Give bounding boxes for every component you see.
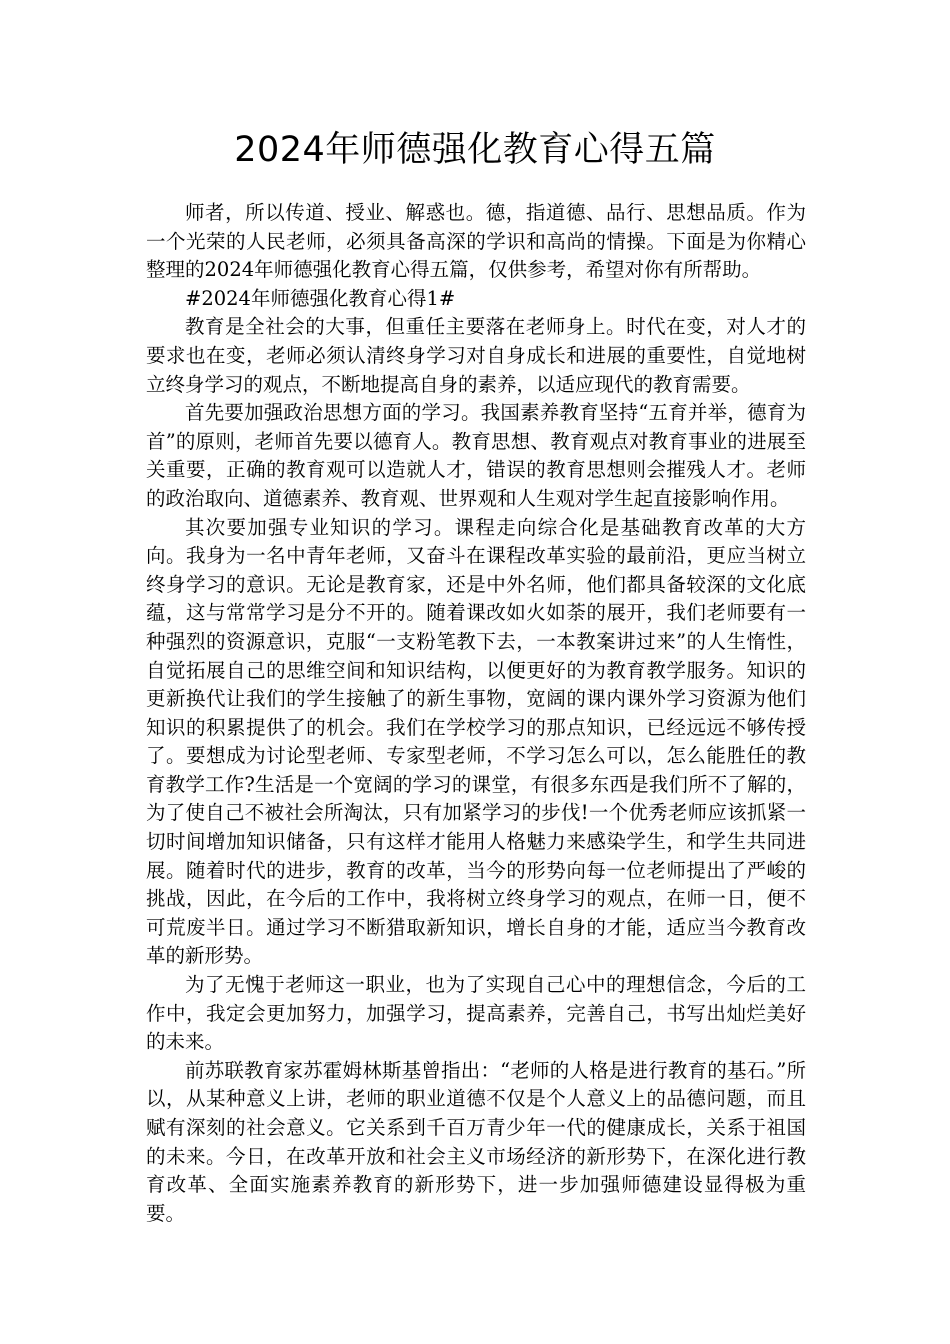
body-paragraph-4: 为了无愧于老师这一职业，也为了实现自己心中的理想信念，今后的工作中，我定会更加努力，加强学习，提高素养，完善自己，书写出灿烂美好的未来。 [146, 973, 806, 1054]
section-heading: #2024年师德强化教育心得1# [185, 286, 456, 310]
body-paragraph-2: 首先要加强政治思想方面的学习。我国素养教育坚持“五育并举，德育为首”的原则，老师首先要以德育人。教育思想、教育观点对教育事业的进展至关重要，正确的教育观可以造就人才，错误的教育思想则会摧残人才。老师的政治取向、道德素养、教育观、世界观和人生观对学生起直接影响作用。 [146, 401, 806, 510]
body-paragraph-1: 教育是全社会的大事，但重任主要落在老师身上。时代在变，对人才的要求也在变，老师必须认清终身学习对自身成长和进展的重要性，自觉地树立终身学习的观点，不断地提高自身的素养，以适应现代的教育需要。 [146, 315, 806, 396]
document-title: 2024年师德强化教育心得五篇 [234, 130, 716, 170]
body-paragraph-5: 前苏联教育家苏霍姆林斯基曾指出：“老师的人格是进行教育的基石。”所以，从某种意义上讲，老师的职业道德不仅是个人意义上的品德问题，而且赋有深刻的社会意义。它关系到千百万青少年一代的健康成长，关系于祖国的未来。今日，在改革开放和社会主义市场经济的新形势下，在深化进行教育改革、全面实施素养教育的新形势下，进一步加强师德建设显得极为重要。 [146, 1058, 806, 1225]
body-paragraph-3: 其次要加强专业知识的学习。课程走向综合化是基础教育改革的大方向。我身为一名中青年老师，又奋斗在课程改革实验的最前沿，更应当树立终身学习的意识。无论是教育家，还是中外名师，他们都具备较深的文化底蕴，这与常常学习是分不开的。随着课改如火如荼的展开，我们老师要有一种强烈的资源意识，克服“一支粉笔教下去，一本教案讲过来”的人生惰性，自觉拓展自己的思维空间和知识结构，以便更好的为教育教学服务。知识的更新换代让我们的学生接触了的新生事物，宽阔的课内课外学习资源为他们知识的积累提供了的机会。我们在学校学习的那点知识，已经远远不够传授了。要想成为讨论型老师、专家型老师，不学习怎么可以，怎么能胜任的教育教学工作?生活是一个宽阔的学习的课堂，有很多东西是我们所不了解的，为了使自己不被社会所淘汰，只有加紧学习的步伐!一个优秀老师应该抓紧一切时间增加知识储备，只有这样才能用人格魅力来感染学生，和学生共同进展。随着时代的进步，教育的改革，当今的形势向每一位老师提出了严峻的挑战，因此，在今后的工作中，我将树立终身学习的观点，在师一日，便不可荒废半日。通过学习不断猎取新知识，增长自身的才能，适应当今教育改革的新形势。 [146, 515, 806, 968]
document-body [146, 199, 806, 1228]
intro-paragraph: 师者，所以传道、授业、解惑也。德，指道德、品行、思想品质。作为一个光荣的人民老师，必须具备高深的学识和高尚的情操。下面是为你精心整理的2024年师德强化教育心得五篇，仅供参考，希望对你有所帮助。 [146, 201, 806, 282]
